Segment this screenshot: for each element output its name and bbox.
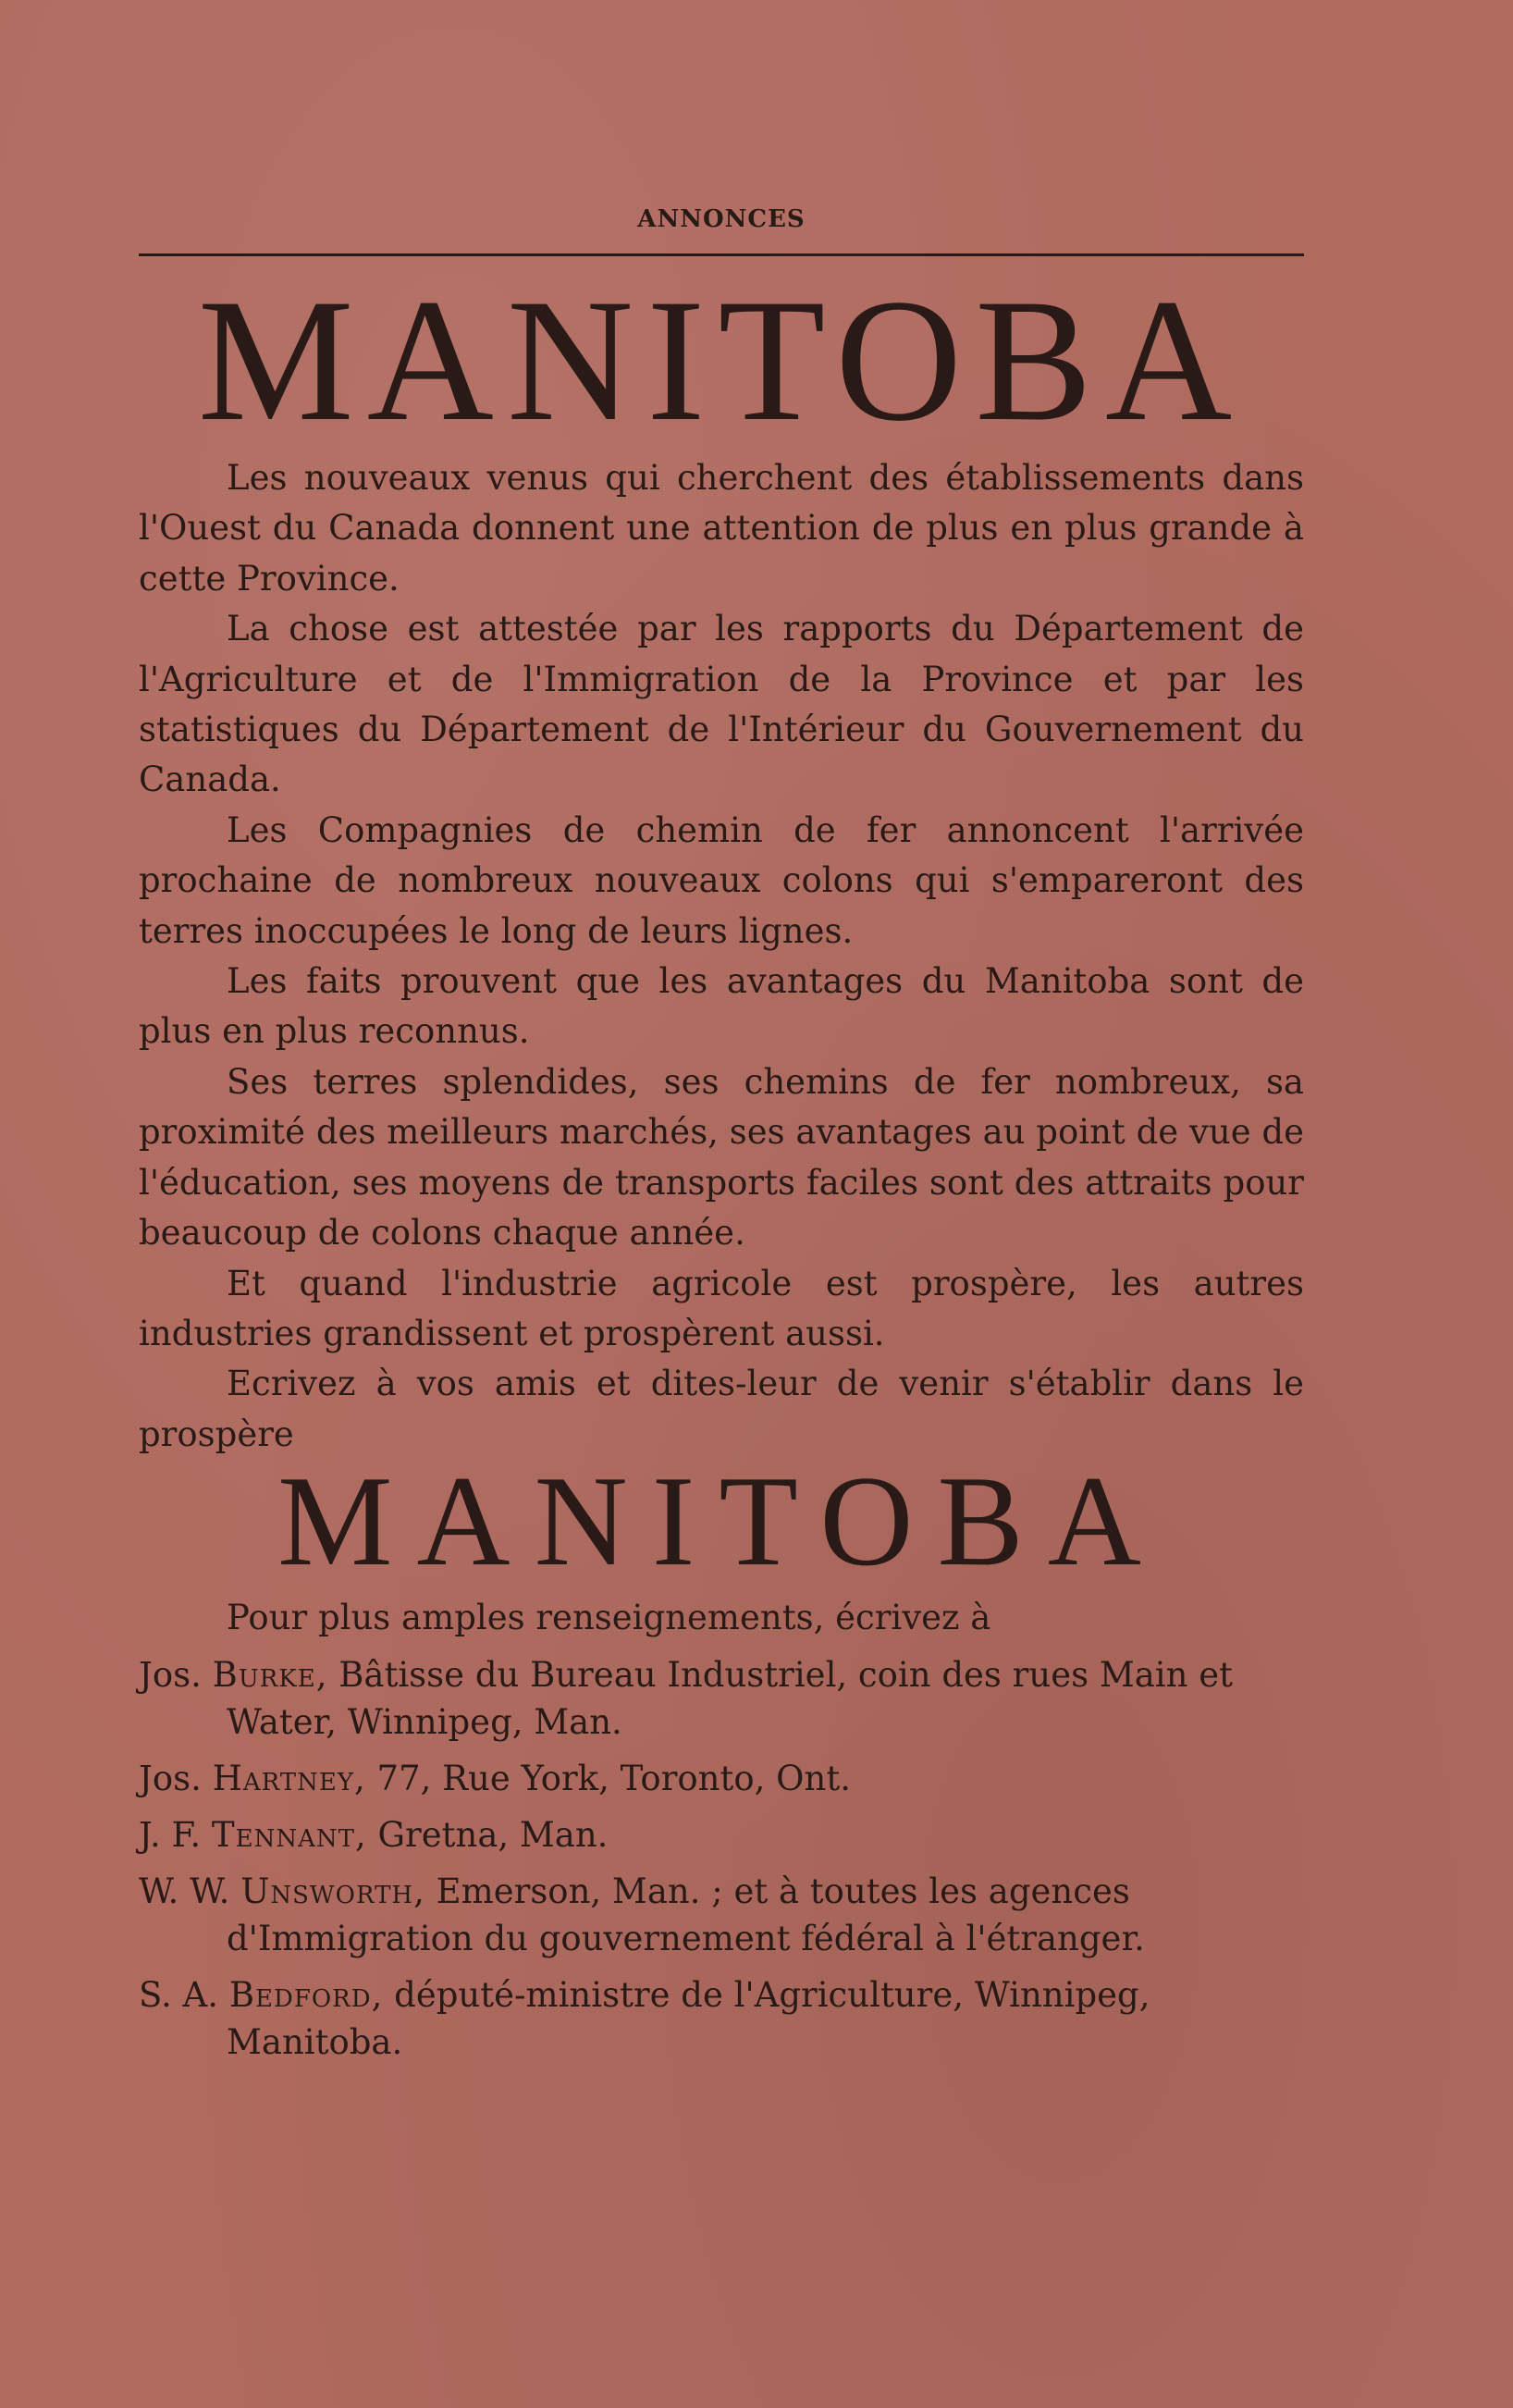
paragraph: La chose est attestée par les rapports du Département de l'Agriculture et de l'Immigration de la Province et par les statistiques du Département de l'Intérieur du Gouvernement du Canada. [139, 609, 1304, 800]
contact-initials: S. A. [139, 1975, 219, 2015]
contact-details: Bâtisse du Bureau Industriel, coin des rues Main et Water, Winnipeg, Man. [227, 1655, 1233, 1742]
contact-initials: Jos. [139, 1655, 202, 1695]
contact-details: député-ministre de l'Agriculture, Winnipeg, Manitoba. [227, 1975, 1150, 2062]
contact-initials: Jos. [139, 1759, 202, 1798]
contact-details: 77, Rue York, Toronto, Ont. [365, 1759, 851, 1798]
paragraph: Les nouveaux venus qui cherchent des établissements dans l'Ouest du Canada donnent une attention de plus en plus grande à cette Province. [139, 458, 1304, 599]
contact-initials: J. F. [139, 1815, 202, 1855]
header-rule [139, 253, 1304, 256]
title-top: MANITOBA [197, 264, 1246, 458]
contact-item [139, 1755, 1304, 1802]
contact-item [139, 1868, 1304, 1962]
contact-item [139, 1971, 1304, 2066]
contact-item [139, 1651, 1304, 1746]
contact-name: Bedford, [228, 1975, 384, 2015]
paragraph: Ecrivez à vos amis et dites-leur de venir s'établir dans le prospère [139, 1364, 1304, 1454]
paragraph: Les faits prouvent que les avantages du Manitoba sont de plus en plus reconnus. [139, 961, 1304, 1052]
contact-name: Hartney, [212, 1759, 366, 1798]
contact-details: Gretna, Man. [366, 1815, 609, 1855]
paragraph: Et quand l'industrie agricole est prospère, les autres industries grandissent et prospèrent aussi. [139, 1263, 1304, 1353]
body-text [139, 453, 1304, 1460]
contact-item [139, 1811, 1304, 1858]
paragraph: Ses terres splendides, ses chemins de fer nombreux, sa proximité des meilleurs marchés, ses avantages au point de vue de l'éducation, ses moyens de transports faciles sont des attraits pour beaucoup de colons chaque année. [139, 1061, 1304, 1253]
advertisement-page [139, 0, 1304, 2408]
page-header: ANNONCES [637, 205, 806, 233]
contact-name: Unsworth, [240, 1871, 425, 1911]
title-bottom: MANITOBA [277, 1450, 1165, 1593]
paragraph: Les Compagnies de chemin de fer annoncent l'arrivée prochaine de nombreux nouveaux colons qui s'empareront des terres inoccupées le long de leurs lignes. [139, 809, 1304, 951]
contact-name: Tennant, [211, 1815, 367, 1855]
contact-intro: Pour plus amples renseignements, écrivez à [227, 1598, 991, 1637]
contact-initials: W. W. [139, 1871, 230, 1911]
contact-name: Burke, [212, 1655, 328, 1695]
contact-details: Emerson, Man. ; et à toutes les agences d'Immigration du gouvernement fédéral à l'étranger. [227, 1871, 1145, 1958]
contact-list [139, 1651, 1304, 2075]
